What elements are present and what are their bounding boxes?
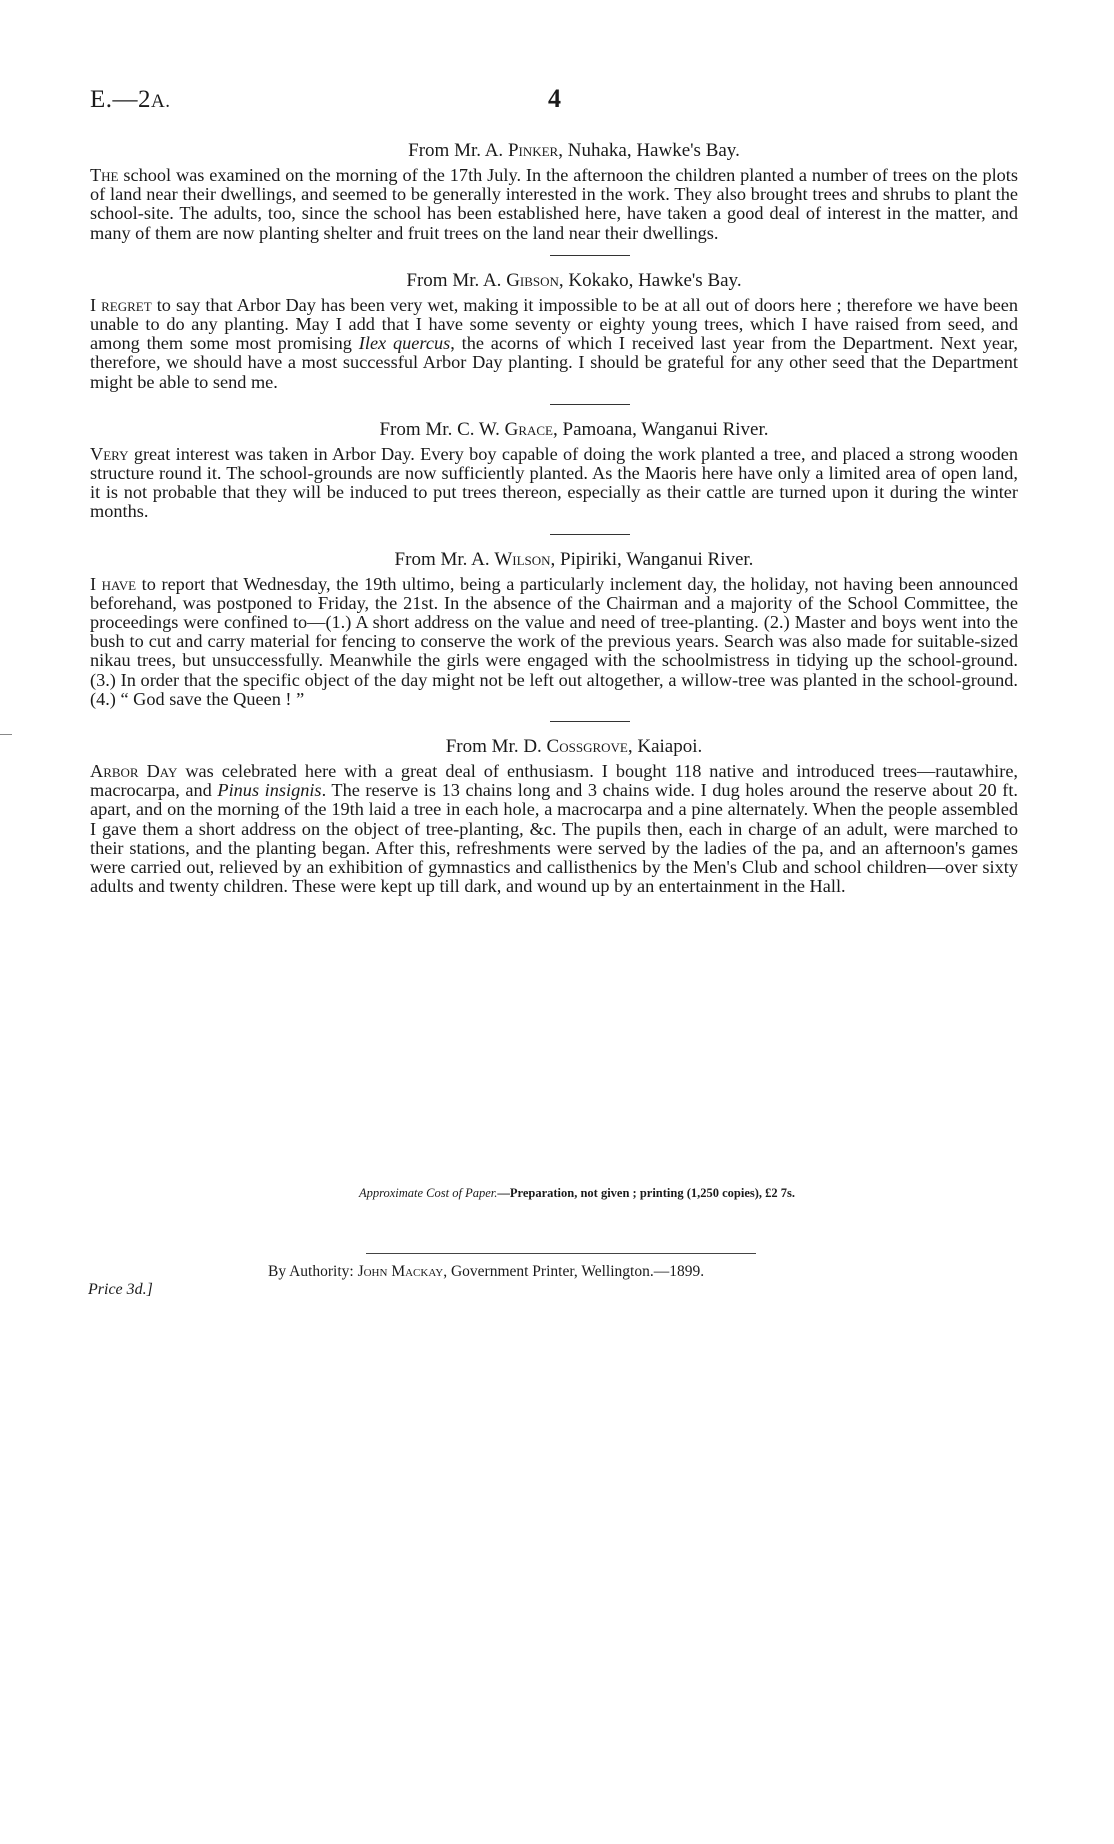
heading-suffix: , Kokako, Hawke's Bay. [558, 269, 742, 291]
document-code-suffix: A. [151, 91, 171, 112]
italic-term: Ilex quercus [358, 333, 451, 354]
document-code-prefix: E.—2 [90, 86, 152, 113]
report-section-gibson [90, 270, 1018, 392]
printer-name: John Mackay [357, 1263, 444, 1280]
section-paragraph [90, 762, 1018, 896]
heading-suffix: , Pamoana, Wanganui River. [553, 418, 769, 440]
paragraph-text: school was examined on the morning of the 17th July. In the afternoon the children planted a number of trees on the plots of land near their dwellings, and seemed to be generally interested in the work. They also brought trees and shrubs to plant the school-site. The adults, too, since the school has been established here, have taken a good deal of interest in the matter, and many of them are now planting shelter and fruit trees on the land near their dwellings. [90, 165, 1018, 243]
report-section-cossgrove [90, 736, 1018, 896]
section-heading [90, 549, 1018, 571]
heading-name: Wilson [494, 548, 551, 570]
cost-text: —Preparation, not given ; printing (1,250 copies), £2 7s. [497, 1186, 796, 1200]
margin-mark [0, 734, 12, 735]
imprint-prefix: By Authority: [268, 1263, 358, 1280]
heading-name: Pinker [507, 140, 559, 161]
section-divider [550, 534, 630, 535]
paragraph-text: to report that Wednesday, the 19th ultimo, being a particularly inclement day, the holiday, not having been announced beforehand, was postponed to Friday, the 21st. In the absence of the Chairman and a majority of the School Committee, the proceedings were confined to—(1.) A short address on the value and need of tree-planting. (2.) Master and boys went into the bush to cut and carry material for fencing to conserve the work of the previous years. Search was also made for suitable-sized nikau trees, but unsuccessfully. Meanwhile the girls were engaged with the schoolmistress in tidying up the school-ground. (3.) In order that the specific object of the day might not be left out altogether, a willow-tree was planted in the school-ground. (4.) “ God save the Queen ! ” [90, 573, 1019, 709]
paragraph-text: great interest was taken in Arbor Day. Every boy capable of doing the work planted a tree, and placed a strong wooden structure round it. The school-grounds are now sufficiently planted. As the Maoris here have only a limited area of open land, it is not probable that they will be induced to put trees thereon, especially as their cattle are turned upon it during the winter months. [90, 443, 1018, 522]
report-section-grace [90, 419, 1018, 522]
heading-name: Grace [504, 418, 553, 440]
page-number: 4 [548, 84, 561, 113]
heading-suffix: , Kaiapoi. [627, 736, 703, 758]
section-paragraph [90, 575, 1018, 709]
italic-term: Pinus insignis [217, 780, 322, 801]
heading-prefix: From Mr. C. W. [379, 418, 505, 440]
heading-prefix: From Mr. D. [445, 736, 547, 758]
printing-cost-note [0, 1186, 1114, 1201]
heading-name: Gibson [506, 269, 559, 291]
report-section-wilson [90, 549, 1018, 709]
heading-suffix: , Nuhaka, Hawke's Bay. [558, 140, 740, 161]
paragraph-lead: The [90, 165, 119, 185]
paragraph-text: , the acorns of which I received last year from the Department. Next year, therefore, we should have a most successful Arbor Day planting. I should be grateful for any other seed that the Department might be able to send me. [90, 333, 1018, 392]
printer-imprint [268, 1263, 704, 1281]
section-heading [90, 270, 1018, 292]
section-paragraph [90, 296, 1018, 392]
report-body [90, 140, 1018, 896]
section-divider [550, 255, 630, 256]
paragraph-text: was celebrated here with a great deal of enthusiasm. I bought 118 native and introduced trees—rautawhire, macrocarpa, and [90, 761, 1018, 801]
document-code [90, 86, 171, 114]
price-label: Price 3d.] [88, 1281, 153, 1298]
paragraph-lead: I regret [90, 294, 152, 315]
paragraph-lead: I have [90, 573, 137, 594]
heading-prefix: From Mr. A. [394, 548, 495, 570]
section-divider [550, 404, 630, 405]
section-paragraph [90, 166, 1018, 243]
section-heading [90, 736, 1018, 758]
heading-suffix: , Pipiriki, Wanganui River. [550, 548, 754, 570]
section-divider [550, 721, 630, 722]
imprint-suffix: , Government Printer, Wellington.—1899. [443, 1263, 705, 1280]
paragraph-lead: Arbor Day [90, 761, 178, 782]
paragraph-text: . The reserve is 13 chains long and 3 chains wide. I dug holes around the reserve about 20 ft. apart, and on the morning of the 19th laid a tree in each hole, a macrocarpa and a pine alternately. When the people assembled I gave them a short address on the object of tree-planting, &c. The pupils then, each in charge of an adult, were marched to their stations, and the planting began. After this, refreshments were served by the ladies of the pa, and an afternoon's games were carried out, relieved by an exhibition of gymnastics and callisthenics by the Men's Club and school children—over sixty adults and twenty children. These were kept up till dark, and wound up by an entertainment in the Hall. [90, 780, 1018, 897]
heading-name: Cossgrove [546, 736, 628, 758]
paragraph-lead: Very [90, 443, 129, 464]
section-heading [90, 419, 1018, 441]
paragraph-text: to say that Arbor Day has been very wet, making it impossible to be at all out of doors here ; therefore we have been unable to do any planting. May I add that I have some seventy or eighty young trees, which I have raised from seed, and among them some most promising [90, 294, 1018, 354]
heading-prefix: From Mr. A. [408, 140, 508, 161]
footer-divider [366, 1253, 756, 1254]
cost-label: Approximate Cost of Paper. [358, 1186, 498, 1200]
section-paragraph [90, 445, 1018, 522]
report-section-pinker [90, 140, 1018, 243]
heading-prefix: From Mr. A. [406, 269, 507, 291]
section-heading [90, 140, 1018, 162]
